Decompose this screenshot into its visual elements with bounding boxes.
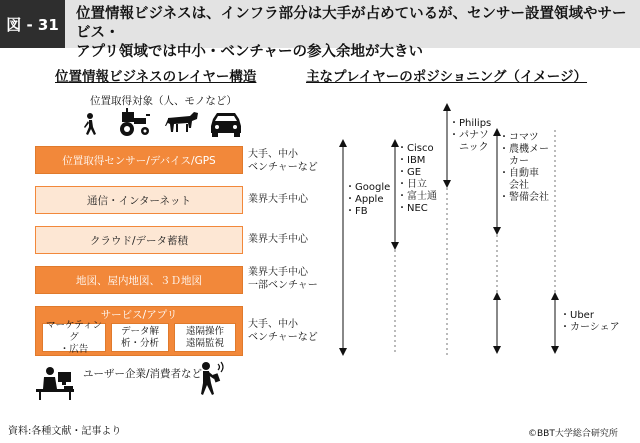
player-item: ・Philips bbox=[449, 118, 492, 129]
note-maps: 業界大手中心 一部ベンチャー bbox=[248, 267, 318, 291]
player-item: 会社 bbox=[499, 180, 529, 191]
users-label: ユーザー企業/消費者など bbox=[83, 368, 203, 380]
player-item: ・Cisco bbox=[397, 143, 434, 154]
note-service: 大手、中小 ベンチャーなど bbox=[248, 319, 318, 343]
service-item-marketing: マーケティング ・広告 bbox=[42, 323, 106, 352]
players-platform bbox=[345, 182, 390, 218]
player-item: ・日立 bbox=[397, 179, 427, 190]
player-item: ・自動車 bbox=[499, 168, 539, 179]
player-item: ・FB bbox=[345, 206, 368, 217]
players-device bbox=[449, 118, 491, 154]
player-item: ・警備会社 bbox=[499, 192, 549, 203]
player-item: ・パナソ bbox=[449, 130, 489, 141]
note-network: 業界大手中心 bbox=[248, 194, 308, 205]
service-item-analytics: データ解 析・分析 bbox=[111, 323, 169, 352]
player-item: ・Apple bbox=[345, 194, 384, 205]
layer-sensor-device: 位置取得センサー/デバイス/GPS bbox=[35, 146, 243, 174]
layer-cloud: クラウド/データ蓄積 bbox=[35, 226, 243, 254]
players-industry bbox=[499, 132, 549, 204]
player-item: カー bbox=[499, 156, 529, 167]
targets-label: 位置取得対象（人、モノなど） bbox=[90, 95, 237, 107]
title-line-1: 位置情報ビジネスは、インフラ部分は大手が占めているが、センサー設置領域やサービス・ bbox=[76, 6, 627, 41]
player-item: ・NEC bbox=[397, 203, 428, 214]
player-item: ニック bbox=[449, 142, 489, 153]
player-item: ・カーシェア bbox=[560, 322, 620, 333]
left-subtitle: 位置情報ビジネスのレイヤー構造 bbox=[55, 69, 257, 85]
source-note: 資料:各種文献・記事より bbox=[8, 426, 122, 437]
service-item-remote: 遠隔操作 遠隔監視 bbox=[174, 323, 236, 352]
credit: ©BBT大学総合研究所 bbox=[528, 429, 618, 439]
players-infra bbox=[397, 143, 437, 215]
service-label: サービス/アプリ bbox=[100, 309, 178, 321]
player-item: ・富士通 bbox=[397, 191, 437, 202]
players-service bbox=[560, 310, 620, 334]
player-item: ・GE bbox=[397, 167, 422, 178]
title-line-2: アプリ領域では中小・ベンチャーの参入余地が大きい bbox=[76, 44, 423, 60]
player-item: ・Google bbox=[345, 182, 391, 193]
right-subtitle: 主なプレイヤーのポジショニング（イメージ） bbox=[306, 69, 588, 85]
player-item: ・Uber bbox=[560, 310, 594, 321]
note-cloud: 業界大手中心 bbox=[248, 234, 308, 245]
figure-badge: 図 - 31 bbox=[0, 0, 65, 48]
player-item: ・農機メー bbox=[499, 144, 549, 155]
layer-maps: 地図、屋内地図、３Ｄ地図 bbox=[35, 266, 243, 294]
layer-network: 通信・インターネット bbox=[35, 186, 243, 214]
player-item: ・IBM bbox=[397, 155, 426, 166]
note-sensor: 大手、中小 ベンチャーなど bbox=[248, 149, 318, 173]
player-item: ・コマツ bbox=[499, 132, 539, 143]
